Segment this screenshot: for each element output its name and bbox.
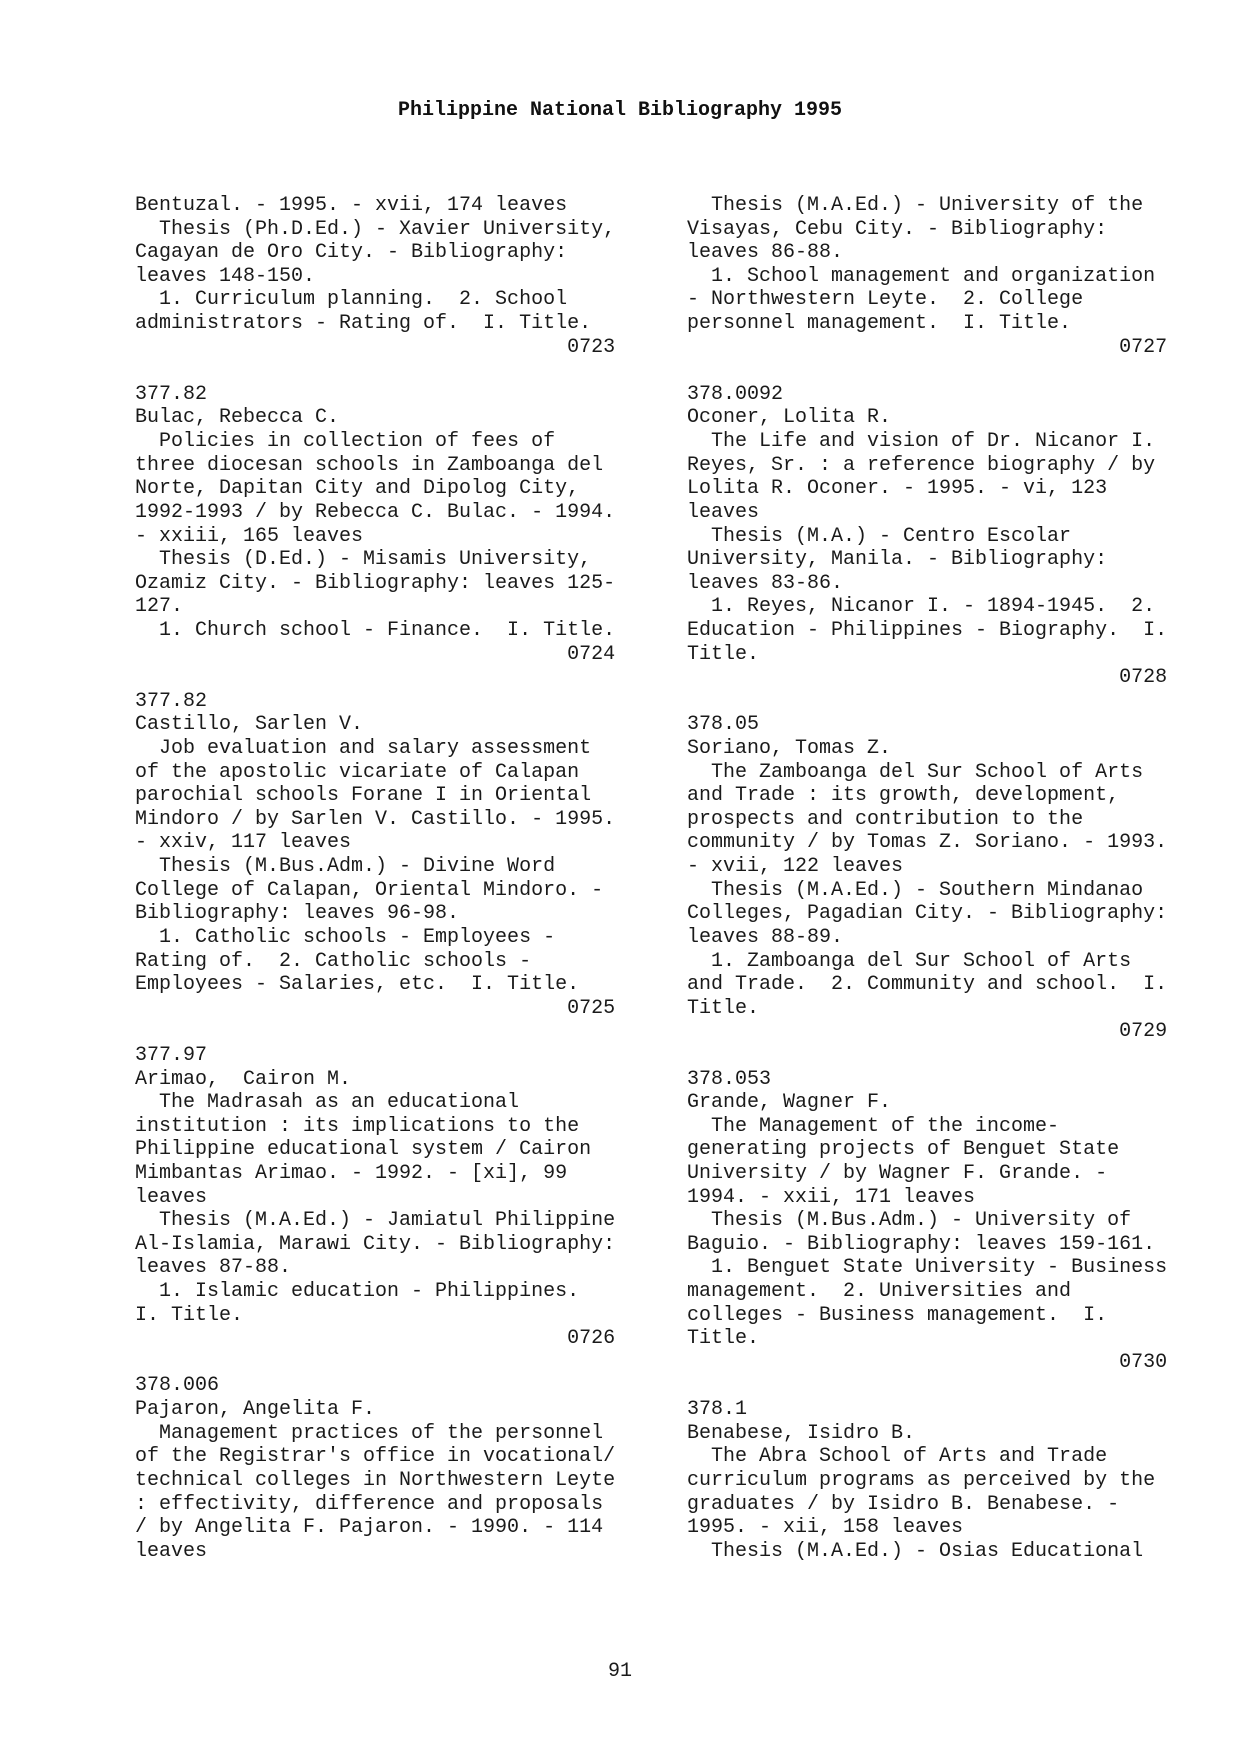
right-column-line: leaves 88-89. — [687, 925, 844, 949]
right-column-line: Thesis (M.Bus.Adm.) - University of — [687, 1209, 1132, 1233]
left-column-line: / by Angelita F. Pajaron. - 1990. - 114 — [135, 1516, 604, 1540]
left-column-line: Bulac, Rebecca C. — [135, 406, 340, 430]
left-column-line: Norte, Dapitan City and Dipolog City, — [135, 477, 580, 501]
left-column-line: leaves — [135, 1185, 208, 1209]
right-column-line: 378.053 — [687, 1067, 772, 1091]
left-column-line: - xxiii, 165 leaves — [135, 524, 364, 548]
left-column-line: I. Title. — [135, 1303, 244, 1327]
left-column-line: three diocesan schools in Zamboanga del — [135, 453, 604, 477]
right-column-line: Education - Philippines - Biography. I. — [687, 618, 1168, 642]
left-column-line: Pajaron, Angelita F. — [135, 1398, 376, 1422]
right-column-line: personnel management. I. Title. — [687, 312, 1072, 336]
left-column-line: Al-Islamia, Marawi City. - Bibliography: — [135, 1232, 616, 1256]
left-column-line: Employees - Salaries, etc. I. Title. — [135, 973, 580, 997]
right-column-line: prospects and contribution to the — [687, 807, 1084, 831]
left-column-line: Thesis (M.Bus.Adm.) - Divine Word — [135, 855, 556, 879]
left-column-line: Cagayan de Oro City. - Bibliography: — [135, 241, 568, 265]
right-column-line — [687, 1044, 1167, 1068]
right-column-line: 1. Benguet State University - Business — [687, 1256, 1168, 1280]
left-column-line: 0724 — [135, 642, 616, 666]
left-column-line: Management practices of the personnel — [135, 1421, 604, 1445]
right-column-line: leaves — [687, 500, 760, 524]
left-column-line: institution : its implications to the — [135, 1114, 580, 1138]
left-column-line: 1. Catholic schools - Employees - — [135, 925, 556, 949]
left-column-line: Ozamiz City. - Bibliography: leaves 125- — [135, 571, 616, 595]
left-column-line — [135, 666, 615, 690]
right-column-line: Thesis (M.A.Ed.) - Southern Mindanao — [687, 878, 1144, 902]
page-number: 91 — [607, 1660, 632, 1683]
left-column-line: 0726 — [135, 1327, 616, 1351]
left-column-line: 0723 — [135, 335, 616, 359]
right-column-line — [687, 690, 1167, 714]
left-column-line: Rating of. 2. Catholic schools - — [135, 949, 532, 973]
right-column-line: Title. — [687, 996, 760, 1020]
right-column-line: Colleges, Pagadian City. - Bibliography: — [687, 902, 1168, 926]
right-column-line: generating projects of Benguet State — [687, 1138, 1120, 1162]
right-column-line: management. 2. Universities and — [687, 1280, 1072, 1304]
right-column-line: Title. — [687, 642, 760, 666]
left-column-line: Arimao, Cairon M. — [135, 1067, 352, 1091]
right-column-line: 1994. - xxii, 171 leaves — [687, 1185, 976, 1209]
right-column-line: Benabese, Isidro B. — [687, 1421, 916, 1445]
right-column-line — [687, 1374, 1167, 1398]
right-column-line: - xvii, 122 leaves — [687, 855, 904, 879]
left-column-line: 1. Church school - Finance. I. Title. — [135, 618, 616, 642]
left-column-line — [135, 1020, 615, 1044]
right-column-line: and Trade : its growth, development, — [687, 784, 1120, 808]
right-column-line: 1. School management and organization — [687, 264, 1156, 288]
left-column-line: 378.006 — [135, 1374, 220, 1398]
right-column-line: Thesis (M.A.Ed.) - Osias Educational — [687, 1539, 1144, 1563]
left-column-line: 377.82 — [135, 382, 208, 406]
left-column-line: Bentuzal. - 1995. - xvii, 174 leaves — [135, 194, 568, 217]
right-column-line: University / by Wagner F. Grande. - — [687, 1161, 1108, 1185]
right-column-line: Soriano, Tomas Z. — [687, 737, 892, 761]
left-column-line — [135, 1351, 615, 1375]
left-column-line — [135, 359, 615, 383]
right-column-line: Lolita R. Oconer. - 1995. - vi, 123 — [687, 477, 1108, 501]
right-column-line: Reyes, Sr. : a reference biography / by — [687, 453, 1156, 477]
right-column-line: and Trade. 2. Community and school. I. — [687, 973, 1168, 997]
page-title: Philippine National Bibliography 1995 — [397, 99, 843, 122]
left-column-line: leaves — [135, 1539, 208, 1563]
right-column-line: 1. Reyes, Nicanor I. - 1894-1945. 2. — [687, 595, 1156, 619]
right-column-line: The Life and vision of Dr. Nicanor I. — [687, 430, 1156, 454]
left-column-line: : effectivity, difference and proposals — [135, 1492, 604, 1516]
left-column-line: administrators - Rating of. I. Title. — [135, 312, 592, 336]
right-column-line: 378.05 — [687, 713, 760, 737]
left-column — [135, 194, 615, 1563]
right-column-line: colleges - Business management. I. — [687, 1303, 1108, 1327]
left-column-line: Policies in collection of fees of — [135, 430, 556, 454]
right-column-line: graduates / by Isidro B. Benabese. - — [687, 1492, 1120, 1516]
left-column-line: 377.97 — [135, 1043, 208, 1067]
right-column-line: Thesis (M.A.) - Centro Escolar — [687, 524, 1072, 548]
right-column-line: Baguio. - Bibliography: leaves 159-161. — [687, 1232, 1156, 1256]
right-column-line: curriculum programs as perceived by the — [687, 1468, 1156, 1492]
right-column-line: 378.1 — [687, 1398, 748, 1422]
right-column-line: University, Manila. - Bibliography: — [687, 548, 1108, 572]
left-column-line: Castillo, Sarlen V. — [135, 713, 364, 737]
left-column-line: technical colleges in Northwestern Leyte — [135, 1468, 616, 1492]
left-column-line: of the apostolic vicariate of Calapan — [135, 760, 580, 784]
right-column-line: 1995. - xii, 158 leaves — [687, 1516, 964, 1540]
left-column-line: Thesis (D.Ed.) - Misamis University, — [135, 548, 592, 572]
right-column-line: Grande, Wagner F. — [687, 1091, 892, 1115]
right-column-line: The Zamboanga del Sur School of Arts — [687, 760, 1144, 784]
right-column-line: Visayas, Cebu City. - Bibliography: — [687, 217, 1108, 241]
right-column-line: community / by Tomas Z. Soriano. - 1993. — [687, 831, 1168, 855]
right-column-line: The Abra School of Arts and Trade — [687, 1445, 1108, 1469]
left-column-line: 1. Islamic education - Philippines. — [135, 1280, 580, 1304]
left-column-line: College of Calapan, Oriental Mindoro. - — [135, 878, 604, 902]
left-column-line: 0725 — [135, 996, 616, 1020]
right-column-line: The Management of the income- — [687, 1114, 1060, 1138]
left-column-line: 377.82 — [135, 689, 208, 713]
right-column-line: Thesis (M.A.Ed.) - University of the — [687, 194, 1144, 217]
left-column-line: The Madrasah as an educational — [135, 1091, 520, 1115]
left-column-line: Mimbantas Arimao. - 1992. - [xi], 99 — [135, 1161, 568, 1185]
right-column-line: 0730 — [687, 1350, 1168, 1374]
left-column-line: Mindoro / by Sarlen V. Castillo. - 1995. — [135, 807, 616, 831]
left-column-line: Thesis (Ph.D.Ed.) - Xavier University, — [135, 217, 616, 241]
right-column-line: 378.0092 — [687, 382, 784, 406]
right-column-line — [687, 359, 1167, 383]
right-column — [687, 194, 1167, 1563]
right-column-line: Title. — [687, 1327, 760, 1351]
right-column-line: 0729 — [687, 1020, 1168, 1044]
left-column-line: 1. Curriculum planning. 2. School — [135, 288, 568, 312]
right-column-line: leaves 86-88. — [687, 241, 844, 265]
left-column-line: Bibliography: leaves 96-98. — [135, 902, 460, 926]
left-column-line: Philippine educational system / Cairon — [135, 1138, 592, 1162]
right-column-line: 1. Zamboanga del Sur School of Arts — [687, 949, 1132, 973]
right-column-line: Oconer, Lolita R. — [687, 406, 892, 430]
right-column-line: 0727 — [687, 335, 1168, 359]
left-column-line: 1992-1993 / by Rebecca C. Bulac. - 1994. — [135, 500, 616, 524]
left-column-line: Thesis (M.A.Ed.) - Jamiatul Philippine — [135, 1209, 616, 1233]
left-column-line: leaves 87-88. — [135, 1256, 292, 1280]
right-column-line: - Northwestern Leyte. 2. College — [687, 288, 1084, 312]
left-column-line: - xxiv, 117 leaves — [135, 831, 352, 855]
right-column-line: 0728 — [687, 666, 1168, 690]
left-column-line: parochial schools Forane I in Oriental — [135, 784, 592, 808]
left-column-line: 127. — [135, 595, 184, 619]
right-column-line: leaves 83-86. — [687, 571, 844, 595]
left-column-line: Job evaluation and salary assessment — [135, 737, 592, 761]
left-column-line: of the Registrar's office in vocational/ — [135, 1445, 616, 1469]
left-column-line: leaves 148-150. — [135, 264, 316, 288]
